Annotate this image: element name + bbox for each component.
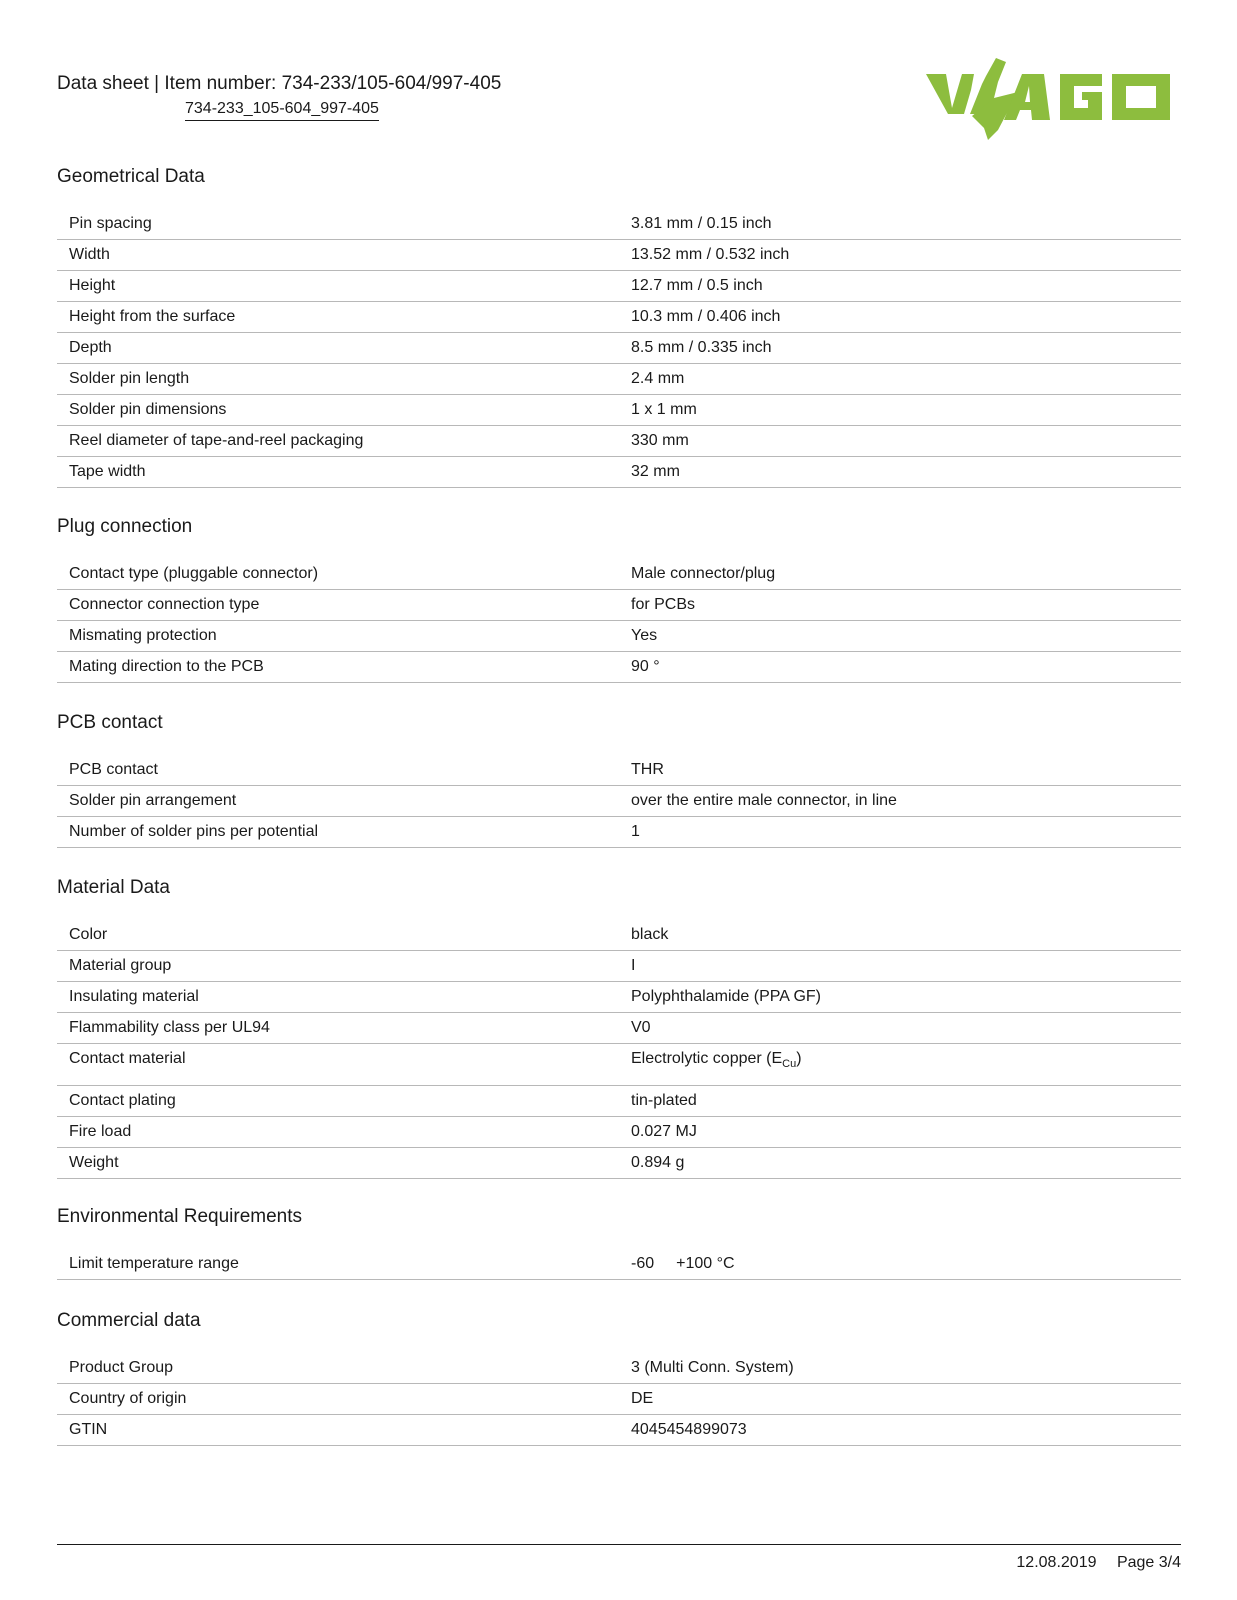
row-value: over the entire male connector, in line bbox=[631, 792, 897, 809]
table-row bbox=[57, 240, 1181, 271]
table-row bbox=[57, 590, 1181, 621]
row-label: Mismating protection bbox=[69, 627, 217, 644]
section-title: Environmental Requirements bbox=[57, 1206, 303, 1227]
row-label: Contact type (pluggable connector) bbox=[69, 565, 319, 582]
footer-date: 12.08.2019 bbox=[1016, 1554, 1097, 1571]
row-value: 12.7 mm / 0.5 inch bbox=[631, 277, 763, 294]
row-value: V0 bbox=[631, 1019, 651, 1036]
item-number-link[interactable]: 734-233_105-604_997-405 bbox=[185, 100, 379, 121]
table-row bbox=[57, 271, 1181, 302]
row-label: Contact plating bbox=[69, 1092, 176, 1109]
row-value: 330 mm bbox=[631, 432, 689, 449]
row-label: Fire load bbox=[69, 1123, 132, 1140]
section-geometrical-data bbox=[57, 165, 1181, 488]
row-value: tin-plated bbox=[631, 1092, 697, 1109]
row-value: 32 mm bbox=[631, 463, 680, 480]
row-label: Connector connection type bbox=[69, 596, 260, 613]
row-label: Depth bbox=[69, 339, 112, 356]
row-value: 8.5 mm / 0.335 inch bbox=[631, 339, 772, 356]
row-label: Contact material bbox=[69, 1050, 186, 1067]
section-title: Geometrical Data bbox=[57, 166, 205, 187]
table-row bbox=[57, 426, 1181, 457]
table-row bbox=[57, 1013, 1181, 1044]
row-label: Mating direction to the PCB bbox=[69, 658, 264, 675]
temperature-max: +100 °C bbox=[676, 1255, 735, 1272]
row-value: DE bbox=[631, 1390, 654, 1407]
section-pcb-contact bbox=[57, 711, 1181, 848]
table-row bbox=[57, 209, 1181, 240]
row-value: Yes bbox=[631, 627, 658, 644]
table-row bbox=[57, 395, 1181, 426]
row-value: 1 x 1 mm bbox=[631, 401, 697, 418]
row-label: Reel diameter of tape-and-reel packaging bbox=[69, 432, 364, 449]
table-row bbox=[57, 652, 1181, 683]
document-header bbox=[57, 72, 502, 117]
row-label: Product Group bbox=[69, 1359, 174, 1376]
table-row bbox=[57, 817, 1181, 848]
row-label: Solder pin length bbox=[69, 370, 190, 387]
row-label: GTIN bbox=[69, 1421, 108, 1438]
table-row bbox=[57, 457, 1181, 488]
table-row bbox=[57, 1117, 1181, 1148]
table-row bbox=[57, 559, 1181, 590]
row-value: 3 (Multi Conn. System) bbox=[631, 1359, 794, 1376]
value-text: Electrolytic copper (E bbox=[631, 1050, 783, 1067]
row-label: Limit temperature range bbox=[69, 1255, 239, 1272]
row-value bbox=[631, 1249, 1181, 1278]
page-footer bbox=[1016, 1554, 1181, 1572]
section-title: Plug connection bbox=[57, 516, 193, 537]
wago-logo bbox=[924, 58, 1180, 144]
row-label: Tape width bbox=[69, 463, 146, 480]
value-suffix: ) bbox=[796, 1050, 802, 1067]
row-value: 1 bbox=[631, 823, 640, 840]
row-label: Solder pin arrangement bbox=[69, 792, 237, 809]
footer-divider bbox=[57, 1544, 1181, 1545]
row-label: Number of solder pins per potential bbox=[69, 823, 319, 840]
table-row bbox=[57, 621, 1181, 652]
row-value: for PCBs bbox=[631, 596, 696, 613]
row-label: Insulating material bbox=[69, 988, 199, 1005]
row-value: black bbox=[631, 926, 669, 943]
row-label: Flammability class per UL94 bbox=[69, 1019, 270, 1036]
row-value: THR bbox=[631, 761, 664, 778]
section-title: Material Data bbox=[57, 877, 170, 898]
table-row bbox=[57, 982, 1181, 1013]
row-value: 10.3 mm / 0.406 inch bbox=[631, 308, 781, 325]
row-label: Material group bbox=[69, 957, 172, 974]
table-row bbox=[57, 1384, 1181, 1415]
table-row bbox=[57, 1086, 1181, 1117]
row-value: 0.027 MJ bbox=[631, 1123, 697, 1140]
section-title: Commercial data bbox=[57, 1310, 201, 1331]
table-row bbox=[57, 302, 1181, 333]
table-row bbox=[57, 1044, 1181, 1086]
section-material-data bbox=[57, 876, 1181, 1179]
row-label: Solder pin dimensions bbox=[69, 401, 227, 418]
table-row bbox=[57, 364, 1181, 395]
row-value: 13.52 mm / 0.532 inch bbox=[631, 246, 790, 263]
section-environmental-requirements bbox=[57, 1205, 1181, 1280]
row-value bbox=[631, 1044, 1181, 1079]
table-row bbox=[57, 951, 1181, 982]
row-value: 3.81 mm / 0.15 inch bbox=[631, 215, 772, 232]
temperature-min: -60 bbox=[631, 1255, 655, 1272]
row-label: Height from the surface bbox=[69, 308, 236, 325]
value-subscript: Cu bbox=[782, 1058, 797, 1071]
table-row bbox=[57, 1249, 1181, 1280]
section-title: PCB contact bbox=[57, 712, 163, 733]
row-value: Male connector/plug bbox=[631, 565, 776, 582]
document-title: Data sheet | Item number: 734-233/105-604/997-405 bbox=[57, 73, 502, 94]
row-value: Polyphthalamide (PPA GF) bbox=[631, 988, 822, 1005]
table-row bbox=[57, 1353, 1181, 1384]
table-row bbox=[57, 1148, 1181, 1179]
table-row bbox=[57, 920, 1181, 951]
table-row bbox=[57, 1415, 1181, 1446]
table-row bbox=[57, 333, 1181, 364]
row-label: PCB contact bbox=[69, 761, 158, 778]
section-plug-connection bbox=[57, 515, 1181, 683]
footer-page-number: Page 3/4 bbox=[1116, 1554, 1181, 1571]
row-value: 4045454899073 bbox=[631, 1421, 747, 1438]
row-value: 90 ° bbox=[631, 658, 660, 675]
row-label: Height bbox=[69, 277, 116, 294]
row-value: I bbox=[631, 957, 636, 974]
table-row bbox=[57, 755, 1181, 786]
row-value: 0.894 g bbox=[631, 1154, 685, 1171]
row-value: 2.4 mm bbox=[631, 370, 685, 387]
table-row bbox=[57, 786, 1181, 817]
row-label: Weight bbox=[69, 1154, 119, 1171]
row-label: Pin spacing bbox=[69, 215, 152, 232]
row-label: Color bbox=[69, 926, 108, 943]
row-label: Width bbox=[69, 246, 110, 263]
row-label: Country of origin bbox=[69, 1390, 187, 1407]
section-commercial-data bbox=[57, 1309, 1181, 1446]
